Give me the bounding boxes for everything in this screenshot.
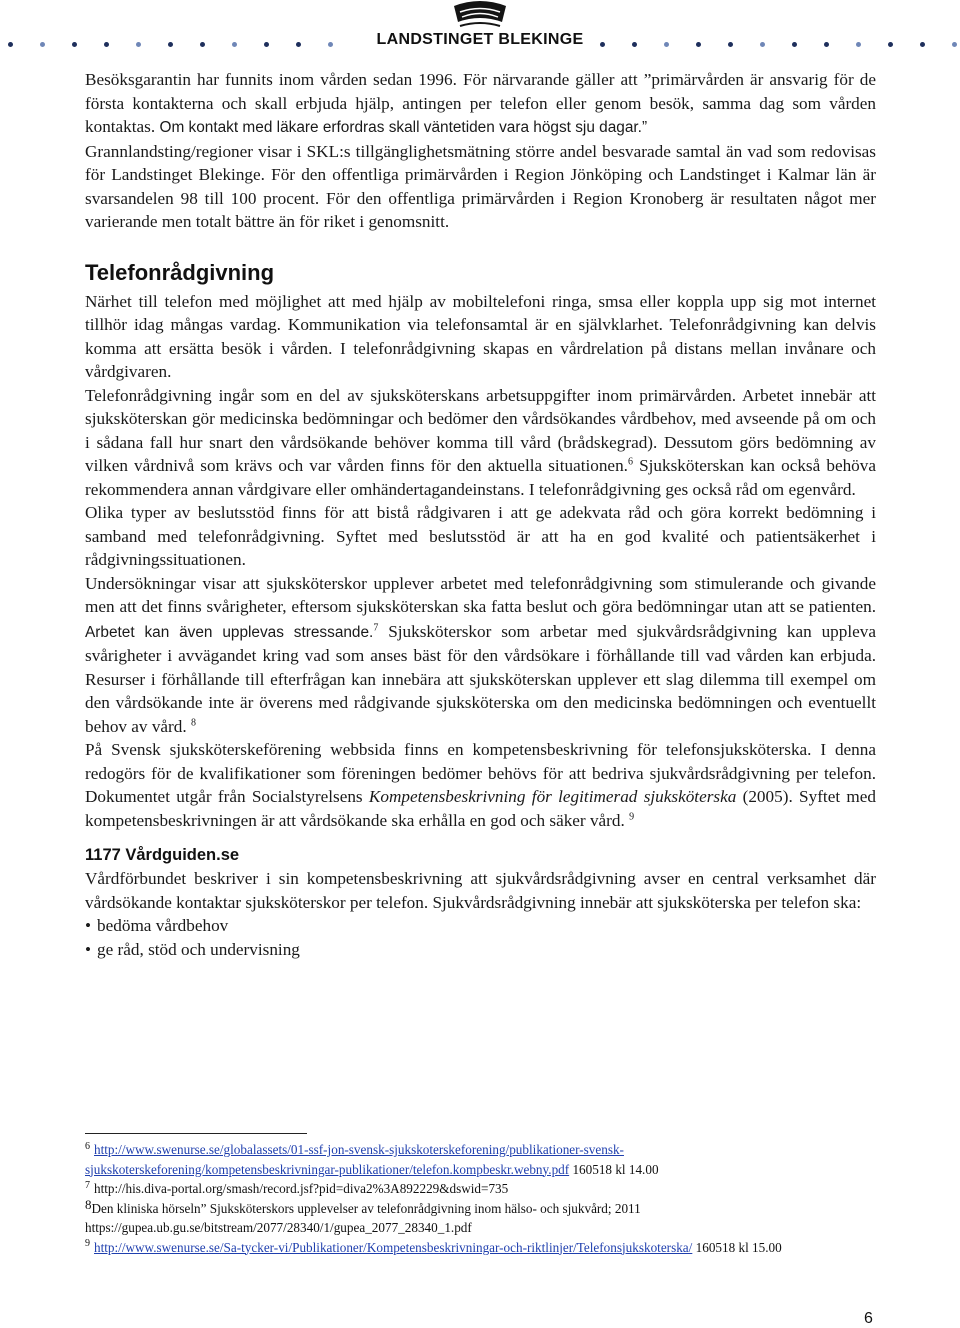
paragraph-text: Undersökningar visar att sjuksköterskor upplever arbetet med telefonrådgivning som stimulerande och givande men att det finns svårigheter, eftersom sjuksköterskan ska fatta beslut och göra bedömningar utan att se patienten. bbox=[85, 573, 876, 616]
footnote-8 bbox=[85, 1196, 876, 1238]
paragraph-text: Besöksgarantin har funnits inom vården sedan 1996. För närvarande gäller att ”primärvården är ansvarig för de första kontakterna och skall erbjuda hjälp, antingen per telefon eller genom besök, samma dag som vården kontaktas. bbox=[85, 70, 876, 136]
footnote-number: 6 bbox=[85, 1140, 90, 1152]
landstinget-blekinge-logo bbox=[374, 0, 586, 56]
paragraph-text: Telefonrådgivning ingår som en del av sjuksköterskans arbetsuppgifter inom primärvården. Arbetet innebär att sjuksköterskan gör medicinska bedömningar och bedömer den vårdsökandes vårdbehov, med avseende på om och i sådana fall hur snart den vårdsökande behöver komma till vård (brådskegrad). Dessutom görs bedömning av vilken vårdnivå som krävs och var vården finns för den aktuella situationen. bbox=[85, 385, 876, 475]
decorative-dot bbox=[664, 42, 669, 47]
footnote-text: 160518 kl 14.00 bbox=[569, 1161, 659, 1177]
decorative-dot bbox=[40, 42, 45, 47]
paragraph-narhet: Närhet till telefon med möjlighet att med hjälp av mobiltelefoni ringa, smsa eller koppla upp sig mot internet tillhör idag mångas vardag. Kommunikation via telefonsamtal är en självklarhet. Telefonrådgivning kan delvis komma att ersätta besök i vården. I telefonrådgivning skapas en vårdrelation på distans mellan invånare och vårdgivaren. bbox=[85, 291, 876, 381]
section-heading-1177: 1177 Vårdguiden.se bbox=[85, 846, 240, 864]
decorative-dot bbox=[952, 42, 957, 47]
decorative-dot bbox=[792, 42, 797, 47]
decorative-dot bbox=[920, 42, 925, 47]
page-number: 6 bbox=[864, 1310, 873, 1327]
footnote-ref: 9 bbox=[629, 810, 635, 822]
decorative-dot bbox=[72, 42, 77, 47]
decorative-dot bbox=[824, 42, 829, 47]
footnote-link[interactable]: http://www.swenurse.se/globalassets/01-ssf-jon-svensk-sjukskoterskeforening/publikationer-svensk-sjukskoterskeforening/kompetensbeskrivningar-publikationer/telefon.kompbeskr.webny.pdf bbox=[85, 1142, 624, 1177]
crown-wave-emblem-icon bbox=[450, 0, 510, 30]
paragraph-arbetsuppgifter bbox=[85, 384, 876, 502]
footnote-number: 8 bbox=[85, 1196, 92, 1212]
bullet-list bbox=[85, 914, 876, 961]
paragraph-text: Sjuksköterskan kan också behöva rekommendera annan vårdgivare eller omhändertagandeinstans. I telefonrådgivning ges också råd om egenvård. bbox=[85, 456, 876, 499]
paragraph-vardforbundet: Vårdförbundet beskriver i sin kompetensbeskrivning att sjukvårdsrådgivning avser en central verksamhet där vårdsökande kontaktar sjuksköterskor per telefon. Sjukvårdsrådgivning innebär att sjuksköterska per telefon ska: bbox=[85, 869, 876, 912]
paragraph-svensk-sjukskoterskeforening bbox=[85, 738, 876, 832]
paragraph-text: Sjuksköterskor som arbetar med sjukvårdsrådgivning kan uppleva svårigheter i avvägandet kring vad som anses bäst för den vårdsökare i förhållande till vad vården kan erbjuda. Resurser i förhållande till efterfrågan kan innebära att sjuksköterskan upplever ett slag dilemma till exempel om den vårdsökande inte är överens med rådgivande sjuksköterska om den medicinska bedömningen och eventuellt behov av vård. bbox=[85, 621, 876, 736]
footnote-number: 9 bbox=[85, 1238, 90, 1250]
paragraph-besoksgaranti bbox=[85, 68, 876, 140]
list-item: • bedöma vårdbehov bbox=[85, 914, 876, 938]
footnotes bbox=[85, 1140, 876, 1257]
paragraph-grannlandsting: Grannlandsting/regioner visar i SKL:s tillgänglighetsmätning större andel besvarade samtal än vad som redovisas för Landstinget Blekinge. För den offentliga primärvården i Region Jönköping och Landstinget i Kalmar län är svarsandelen 98 till 100 procent. För den offentliga primärvården i Region Kronoberg är resultaten något mer varierande men totalt bättre än för riket i genomsnitt. bbox=[85, 141, 876, 231]
brand-name: LANDSTINGET BLEKINGE bbox=[376, 31, 584, 48]
paragraph-text-sans: Om kontakt med läkare erfordras skall väntetiden vara högst sju dagar.” bbox=[159, 119, 648, 136]
footnote-text: Den kliniska hörseln” Sjuksköterskors upplevelser av telefonrådgivning inom hälso- och sjukvård; 2011 https://gupea.ub.gu.se/bitstream/2077/28340/1/gupea_2077_28340_1.pdf bbox=[85, 1200, 641, 1235]
footnote-text: 160518 kl 15.00 bbox=[692, 1239, 782, 1255]
paragraph-undersokningar bbox=[85, 572, 876, 739]
list-item: • ge råd, stöd och undervisning bbox=[85, 938, 876, 962]
decorative-dot bbox=[600, 42, 605, 47]
paragraph-text: På Svensk sjuksköterskeförening webbsida finns en kompetensbeskrivning för telefonsjuksköterska. I denna redogörs för de kvalifikationer som föreningen bedömer behövs för att bedriva sjukvårdsrådgivning per telefon. Dokumentet utgår från Socialstyrelsens bbox=[85, 740, 876, 806]
decorative-dot bbox=[232, 42, 237, 47]
footnote-number: 7 bbox=[85, 1179, 90, 1191]
decorative-dot bbox=[760, 42, 765, 47]
decorative-dot bbox=[264, 42, 269, 47]
section-heading-telefonradgivning: Telefonrådgivning bbox=[85, 259, 275, 285]
paragraph-beslutsstod: Olika typer av beslutsstöd finns för att bistå rådgivaren i att ge adekvata råd och göra korrekt bedömning i samband med telefonrådgivning. Syftet med beslutsstöd är att ha en god kvalité och patientsäkerhet i rådgivningssituationen. bbox=[85, 503, 876, 569]
decorative-dot bbox=[328, 42, 333, 47]
footnote-9 bbox=[85, 1238, 876, 1258]
footnote-ref: 8 bbox=[190, 716, 196, 728]
paragraph-text: (2005). Syftet med kompetensbeskrivningen är att vårdsökande ska erhålla en god och säker vård. bbox=[85, 787, 876, 830]
decorative-dot bbox=[136, 42, 141, 47]
footnote-7 bbox=[85, 1179, 876, 1199]
decorative-dot bbox=[888, 42, 893, 47]
decorative-dot bbox=[200, 42, 205, 47]
decorative-dot bbox=[8, 42, 13, 47]
decorative-dot bbox=[104, 42, 109, 47]
footnote-ref: 6 bbox=[627, 456, 633, 468]
footnote-text: http://his.diva-portal.org/smash/record.jsf?pid=diva2%3A892229&dswid=735 bbox=[94, 1181, 509, 1196]
footnote-link[interactable]: http://www.swenurse.se/Sa-tycker-vi/Publikationer/Kompetensbeskrivningar-och-riktlinjer/Telefonsjukskoterska/ bbox=[94, 1239, 693, 1255]
page-header bbox=[0, 0, 960, 60]
decorative-dot bbox=[168, 42, 173, 47]
decorative-dot bbox=[696, 42, 701, 47]
footnote-6 bbox=[85, 1140, 876, 1179]
document-body bbox=[85, 68, 876, 961]
decorative-dot bbox=[856, 42, 861, 47]
footnote-ref: 7 bbox=[373, 621, 379, 633]
decorative-dot bbox=[632, 42, 637, 47]
decorative-dot bbox=[296, 42, 301, 47]
footnote-separator bbox=[85, 1133, 307, 1134]
paragraph-text-sans: Arbetet kan även upplevas stressande. bbox=[85, 623, 374, 641]
decorative-dot bbox=[728, 42, 733, 47]
italic-title: Kompetensbeskrivning för legitimerad sjuksköterska bbox=[368, 787, 737, 806]
